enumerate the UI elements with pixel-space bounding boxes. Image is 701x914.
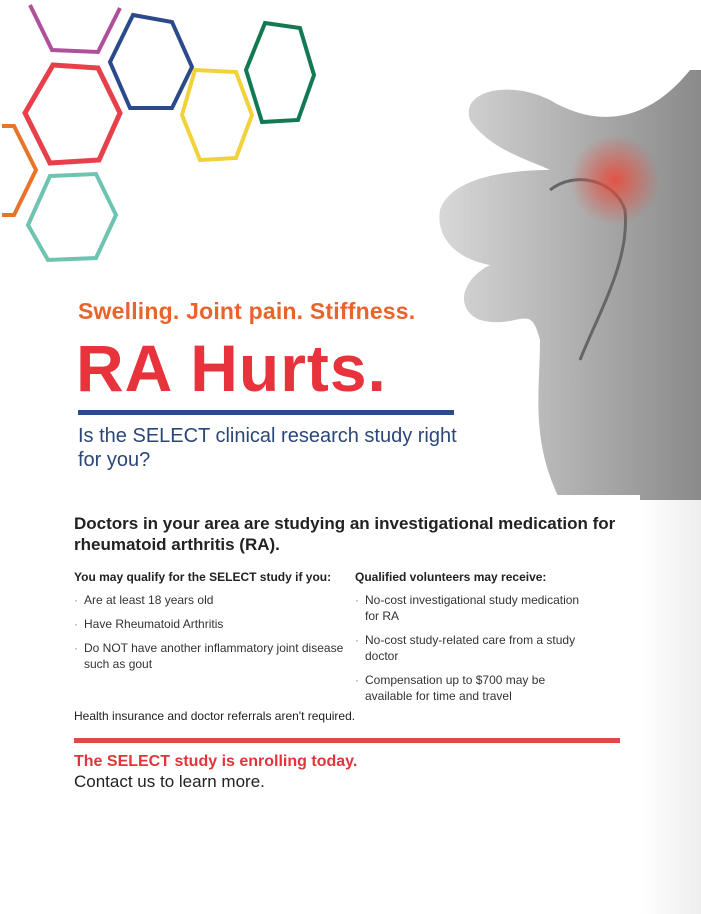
hexagon-yellow	[182, 70, 252, 160]
list-item: · Compensation up to $700 may be available for time and travel	[355, 672, 585, 704]
list-item: · No-cost study-related care from a study doctor	[355, 632, 585, 664]
hexagon-purple	[30, 5, 120, 52]
hexagon-red	[25, 65, 120, 163]
list-item: · No-cost investigational study medication for RA	[355, 592, 585, 624]
list-item: · Do NOT have another inflammatory joint disease such as gout	[74, 640, 344, 672]
divider-red	[74, 738, 620, 743]
hexagon-teal	[28, 174, 116, 260]
intro-heading: Doctors in your area are studying an investigational medication for rheumatoid arthritis (RA).	[74, 514, 616, 554]
contact-text: Contact us to learn more.	[74, 772, 265, 791]
tagline: Swelling. Joint pain. Stiffness.	[78, 298, 416, 324]
question-text: Is the SELECT clinical research study right for you?	[78, 425, 457, 471]
enrolling-text: The SELECT study is enrolling today.	[74, 753, 358, 770]
hexagon-blue	[110, 15, 192, 108]
receive-column	[355, 570, 585, 712]
qualify-column	[74, 570, 344, 680]
divider-blue	[78, 410, 454, 415]
qualify-heading: You may qualify for the SELECT study if you:	[74, 570, 332, 584]
receive-heading: Qualified volunteers may receive:	[355, 570, 547, 584]
insurance-note: Health insurance and doctor referrals aren't required.	[74, 709, 356, 723]
hexagon-orange	[2, 126, 36, 215]
headline: RA Hurts.	[76, 331, 387, 405]
hexagon-green	[246, 23, 314, 122]
list-item: · Have Rheumatoid Arthritis	[74, 616, 344, 632]
list-item: · Are at least 18 years old	[74, 592, 344, 608]
